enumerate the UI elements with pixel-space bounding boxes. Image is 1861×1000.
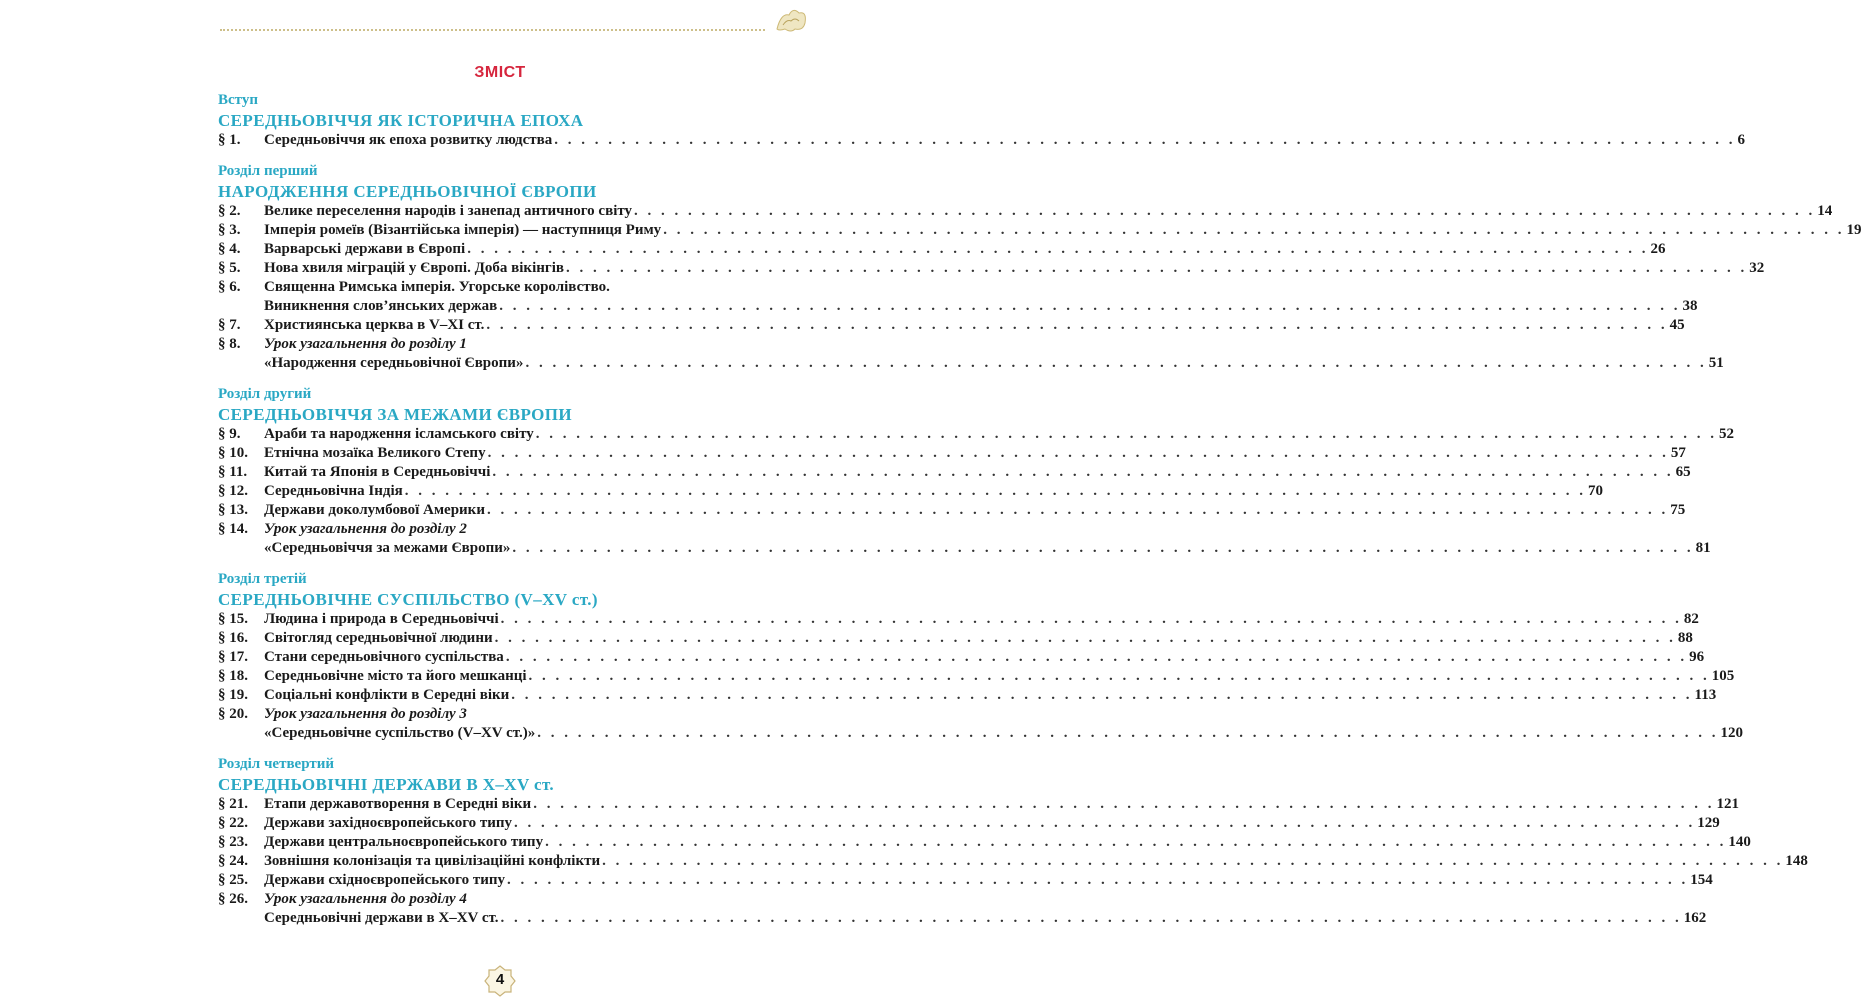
entry-title: «Середньовіччя за межами Європи» bbox=[264, 540, 511, 556]
toc-entry[interactable] bbox=[218, 425, 1735, 444]
toc-entry[interactable] bbox=[218, 316, 1685, 335]
section-label: Розділ четвертий bbox=[218, 756, 335, 772]
entry-title: Урок узагальнення до розділу 4 bbox=[264, 891, 467, 907]
entry-title: Середньовічні держави в X–XV ст. bbox=[264, 910, 499, 926]
dot-leader bbox=[495, 629, 1676, 648]
page-ref: 52 bbox=[1719, 426, 1735, 442]
section-title: СЕРЕДНЬОВІЧНІ ДЕРЖАВИ В X–XV ст. bbox=[218, 775, 555, 794]
toc-entry[interactable] bbox=[218, 686, 1717, 705]
entry-title: Етапи державотворення в Середні віки bbox=[264, 796, 532, 812]
toc-entry[interactable] bbox=[218, 202, 1833, 221]
page-ref: 96 bbox=[1689, 649, 1705, 665]
toc-entry[interactable] bbox=[218, 444, 1686, 463]
entry-title: Урок узагальнення до розділу 3 bbox=[264, 706, 467, 722]
table-of-contents bbox=[218, 90, 1861, 939]
header-rule bbox=[220, 29, 765, 31]
entry-title: Імперія ромеїв (Візантійська імперія) — наступниця Риму bbox=[264, 222, 662, 238]
entry-title: Християнська церква в V–XI ст. bbox=[264, 317, 485, 333]
page-ref: 19 bbox=[1846, 222, 1861, 238]
toc-entry[interactable] bbox=[218, 278, 1698, 316]
paragraph-number: § 11. bbox=[218, 464, 248, 480]
dot-leader bbox=[634, 202, 1815, 221]
toc-entry[interactable] bbox=[218, 833, 1751, 852]
toc-entry[interactable] bbox=[218, 240, 1666, 259]
entry-title: Середньовічне місто та його мешканці bbox=[264, 668, 527, 684]
page-ref: 154 bbox=[1690, 872, 1713, 888]
entry-title: Етнічна мозаїка Великого Степу bbox=[264, 445, 486, 461]
entry-title: Священна Римська імперія. Угорське королівство. bbox=[264, 279, 610, 295]
section-title: НАРОДЖЕННЯ СЕРЕДНЬОВІЧНОЇ ЄВРОПИ bbox=[218, 182, 597, 201]
page-ref: 51 bbox=[1708, 355, 1724, 371]
entry-title: Араби та народження ісламського світу bbox=[264, 426, 534, 442]
section-label: Розділ другий bbox=[218, 386, 312, 402]
dot-leader bbox=[492, 463, 1673, 482]
dot-leader bbox=[487, 501, 1668, 520]
paragraph-number: § 19. bbox=[218, 687, 248, 703]
dot-leader bbox=[512, 539, 1693, 558]
paragraph-number: § 13. bbox=[218, 502, 248, 518]
dot-leader bbox=[501, 909, 1682, 928]
page-ref: 129 bbox=[1697, 815, 1720, 831]
paragraph-number: § 2. bbox=[218, 203, 241, 219]
paragraph-number: § 8. bbox=[218, 336, 241, 352]
paragraph-number: § 7. bbox=[218, 317, 241, 333]
page-ref: 57 bbox=[1670, 445, 1686, 461]
dot-leader bbox=[536, 425, 1717, 444]
paragraph-number: § 5. bbox=[218, 260, 241, 276]
page-ref: 14 bbox=[1817, 203, 1833, 219]
corner-ornament-icon bbox=[775, 5, 809, 33]
dot-leader bbox=[537, 724, 1718, 743]
entry-title: Зовнішня колонізація та цивілізаційні конфлікти bbox=[264, 853, 601, 869]
entry-title: Соціальні конфлікти в Середні віки bbox=[264, 687, 510, 703]
page-ref: 75 bbox=[1670, 502, 1686, 518]
dot-leader bbox=[486, 316, 1667, 335]
paragraph-number: § 17. bbox=[218, 649, 248, 665]
dot-leader bbox=[545, 833, 1726, 852]
paragraph-number: § 9. bbox=[218, 426, 241, 442]
entry-title: Варварські держави в Європі bbox=[264, 241, 466, 257]
paragraph-number: § 22. bbox=[218, 815, 248, 831]
section-label: Розділ перший bbox=[218, 163, 318, 179]
toc-section bbox=[218, 754, 1808, 928]
dot-leader bbox=[467, 240, 1648, 259]
entry-title: Середньовіччя як епоха розвитку людства bbox=[264, 132, 553, 148]
dot-leader bbox=[499, 297, 1680, 316]
page-ref: 81 bbox=[1695, 540, 1711, 556]
paragraph-number: § 18. bbox=[218, 668, 248, 684]
entry-title: Урок узагальнення до розділу 2 bbox=[264, 521, 467, 537]
page-ref: 121 bbox=[1716, 796, 1739, 812]
page-ref: 70 bbox=[1588, 483, 1603, 499]
page-ref: 120 bbox=[1720, 725, 1743, 741]
entry-title: Держави центральноєвропейського типу bbox=[264, 834, 544, 850]
dot-leader bbox=[663, 221, 1844, 240]
entry-title: Виникнення слов’янських держав bbox=[264, 298, 498, 314]
page-ref: 105 bbox=[1711, 668, 1735, 684]
dot-leader bbox=[529, 667, 1710, 686]
page-ref: 32 bbox=[1749, 260, 1765, 276]
toc-entry[interactable] bbox=[218, 482, 1603, 501]
section-title: СЕРЕДНЬОВІЧЧЯ ЗА МЕЖАМИ ЄВРОПИ bbox=[218, 405, 573, 424]
dot-leader bbox=[488, 444, 1669, 463]
paragraph-number: § 15. bbox=[218, 611, 248, 627]
dot-leader bbox=[501, 610, 1682, 629]
paragraph-number: § 26. bbox=[218, 891, 248, 907]
paragraph-number: § 4. bbox=[218, 241, 241, 257]
toc-entry[interactable] bbox=[218, 705, 1743, 743]
dot-leader bbox=[405, 482, 1586, 501]
page-ref: 38 bbox=[1682, 298, 1698, 314]
entry-title: Велике переселення народів і занепад античного світу bbox=[264, 203, 633, 219]
toc-entry[interactable] bbox=[218, 871, 1713, 890]
toc-section bbox=[218, 161, 1861, 373]
entry-title: «Народження середньовічної Європи» bbox=[264, 355, 524, 371]
entry-title: Стани середньовічного суспільства bbox=[264, 649, 504, 665]
dot-leader bbox=[506, 648, 1687, 667]
dot-leader bbox=[511, 686, 1692, 705]
toc-entry[interactable] bbox=[218, 335, 1724, 373]
page-ref: 162 bbox=[1683, 910, 1707, 926]
toc-entry[interactable] bbox=[218, 463, 1691, 482]
entry-title: «Середньовічне суспільство (V–XV ст.)» bbox=[264, 725, 536, 741]
toc-entry[interactable] bbox=[218, 890, 1707, 928]
dot-leader bbox=[602, 852, 1783, 871]
page-ref: 26 bbox=[1650, 241, 1666, 257]
toc-entry[interactable] bbox=[218, 629, 1693, 648]
page-title: ЗМІСТ bbox=[474, 64, 526, 81]
page-ref: 6 bbox=[1737, 132, 1745, 148]
paragraph-number: § 23. bbox=[218, 834, 248, 850]
page-number: 4 bbox=[495, 971, 505, 988]
toc-entry[interactable] bbox=[218, 795, 1739, 814]
dot-leader bbox=[514, 814, 1695, 833]
paragraph-number: § 24. bbox=[218, 853, 248, 869]
section-label: Розділ третій bbox=[218, 571, 307, 587]
toc-entry[interactable] bbox=[218, 221, 1861, 240]
toc-section bbox=[218, 384, 1735, 558]
toc-entry[interactable] bbox=[218, 667, 1735, 686]
paragraph-number: § 14. bbox=[218, 521, 248, 537]
page-ref: 148 bbox=[1785, 853, 1808, 869]
dot-leader bbox=[566, 259, 1747, 278]
section-title: СЕРЕДНЬОВІЧЧЯ ЯК ІСТОРИЧНА ЕПОХА bbox=[218, 111, 584, 130]
page-ref: 82 bbox=[1683, 611, 1699, 627]
entry-title: Урок узагальнення до розділу 1 bbox=[264, 336, 467, 352]
page-ref: 113 bbox=[1694, 687, 1717, 703]
paragraph-number: § 20. bbox=[218, 706, 248, 722]
entry-title: Держави західноєвропейського типу bbox=[264, 815, 513, 831]
page-ref: 88 bbox=[1677, 630, 1693, 646]
dot-leader bbox=[554, 131, 1735, 150]
section-label: Вступ bbox=[218, 92, 258, 108]
entry-title: Світогляд середньовічної людини bbox=[264, 630, 493, 646]
toc-section bbox=[218, 569, 1743, 743]
toc-entry[interactable] bbox=[218, 852, 1808, 871]
paragraph-number: § 3. bbox=[218, 222, 241, 238]
toc-entry[interactable] bbox=[218, 610, 1699, 629]
toc-section bbox=[218, 90, 1745, 150]
paragraph-number: § 1. bbox=[218, 132, 241, 148]
paragraph-number: § 21. bbox=[218, 796, 248, 812]
toc-entry[interactable] bbox=[218, 520, 1711, 558]
toc-entry[interactable] bbox=[218, 501, 1686, 520]
dot-leader bbox=[507, 871, 1688, 890]
page-ref: 65 bbox=[1675, 464, 1691, 480]
toc-entry[interactable] bbox=[218, 814, 1720, 833]
section-title: СЕРЕДНЬОВІЧНЕ СУСПІЛЬСТВО (V–XV ст.) bbox=[218, 590, 598, 609]
dot-leader bbox=[533, 795, 1714, 814]
entry-title: Середньовічна Індія bbox=[264, 483, 403, 499]
toc-entry[interactable] bbox=[218, 648, 1705, 667]
paragraph-number: § 6. bbox=[218, 279, 241, 295]
entry-title: Людина і природа в Середньовіччі bbox=[264, 611, 499, 627]
page-ref: 140 bbox=[1728, 834, 1751, 850]
page-ref: 45 bbox=[1669, 317, 1685, 333]
entry-title: Держави східноєвропейського типу bbox=[264, 872, 505, 888]
paragraph-number: § 16. bbox=[218, 630, 248, 646]
toc-entry[interactable] bbox=[218, 131, 1745, 150]
entry-title: Китай та Японія в Середньовіччі bbox=[264, 464, 491, 480]
entry-title: Держави доколумбової Америки bbox=[264, 502, 485, 518]
toc-entry[interactable] bbox=[218, 259, 1765, 278]
paragraph-number: § 10. bbox=[218, 445, 248, 461]
paragraph-number: § 12. bbox=[218, 483, 248, 499]
paragraph-number: § 25. bbox=[218, 872, 248, 888]
entry-title: Нова хвиля міграцій у Європі. Доба вікінгів bbox=[264, 260, 564, 276]
dot-leader bbox=[525, 354, 1706, 373]
